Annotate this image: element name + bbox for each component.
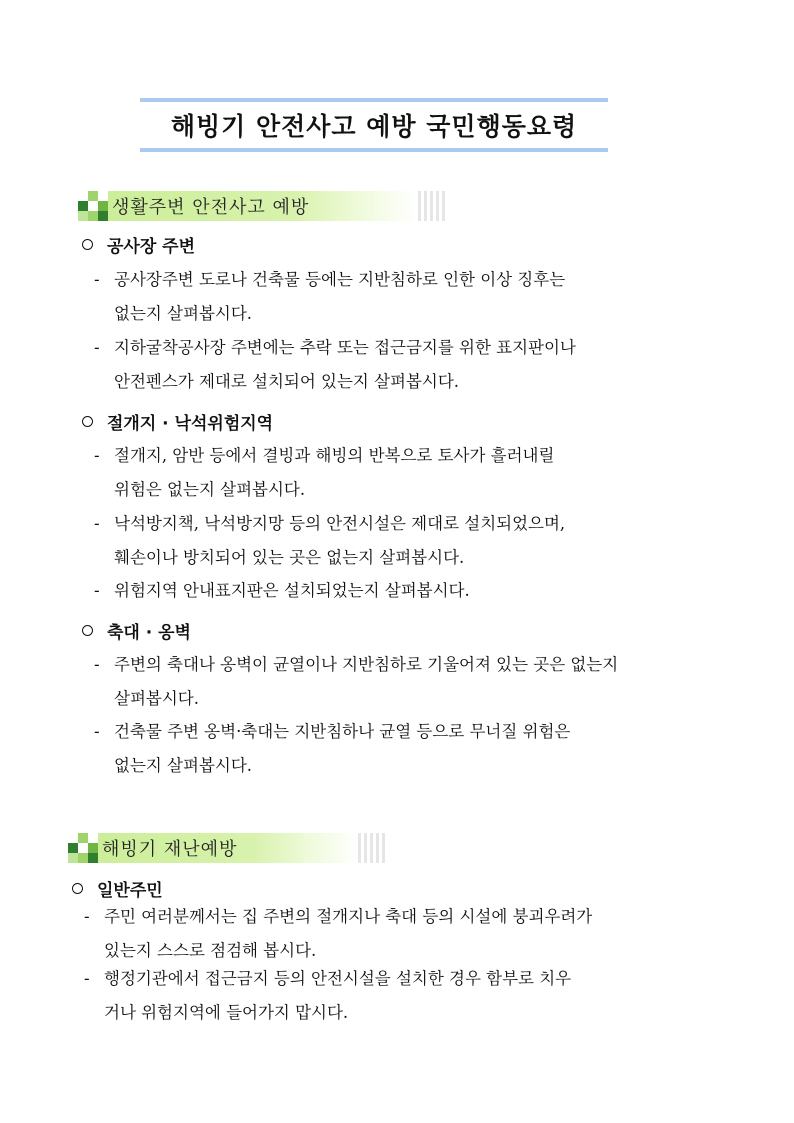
list-item: - 위험지역 안내표지판은 설치되었는지 살펴봅시다. bbox=[94, 581, 470, 600]
section-header-bar bbox=[98, 833, 358, 863]
title-box bbox=[140, 98, 608, 152]
section-header-1 bbox=[78, 190, 418, 222]
circle-bullet-icon bbox=[82, 239, 93, 250]
section-header-2 bbox=[68, 832, 358, 864]
list-item: - 주민 여러분께서는 집 주변의 절개지나 축대 등의 시설에 붕괴우려가 있는지 스스로 점검해 봅시다. bbox=[84, 907, 593, 960]
subsection-heading: 절개지 · 낙석위험지역 bbox=[82, 409, 273, 434]
list-item: - 지하굴착공사장 주변에는 추락 또는 접근금지를 위한 표지판이나 안전펜스가 제대로 설치되어 있는지 살펴봅시다. bbox=[94, 338, 576, 391]
circle-bullet-icon bbox=[72, 883, 83, 894]
list-item: - 절개지, 암반 등에서 결빙과 해빙의 반복으로 토사가 흘러내릴 위험은 없는지 살펴봅시다. bbox=[94, 446, 555, 499]
subsection-heading: 공사장 주변 bbox=[82, 232, 195, 257]
circle-bullet-icon bbox=[82, 416, 93, 427]
subsection-heading: 일반주민 bbox=[72, 876, 163, 901]
green-squares-icon bbox=[78, 191, 108, 221]
subsection-heading: 축대 · 옹벽 bbox=[82, 618, 191, 643]
section-title: 생활주변 안전사고 예방 bbox=[112, 197, 310, 218]
list-item: - 주변의 축대나 옹벽이 균열이나 지반침하로 기울어져 있는 곳은 없는지 살펴봅시다. bbox=[94, 655, 619, 708]
section-title: 해빙기 재난예방 bbox=[102, 839, 238, 860]
section-header-bar bbox=[108, 191, 418, 221]
green-squares-icon bbox=[68, 833, 98, 863]
list-item: - 낙석방지책, 낙석방지망 등의 안전시설은 제대로 설치되었으며, 훼손이나 방치되어 있는 곳은 없는지 살펴봅시다. bbox=[94, 514, 566, 567]
circle-bullet-icon bbox=[82, 625, 93, 636]
list-item: - 행정기관에서 접근금지 등의 안전시설을 설치한 경우 함부로 치우 거나 위험지역에 들어가지 맙시다. bbox=[84, 969, 572, 1022]
list-item: - 공사장주변 도로나 건축물 등에는 지반침하로 인한 이상 징후는 없는지 살펴봅시다. bbox=[94, 270, 566, 323]
page-title: 해빙기 안전사고 예방 국민행동요령 bbox=[170, 112, 578, 141]
list-item: - 건축물 주변 옹벽·축대는 지반침하나 균열 등으로 무너질 위험은 없는지 살펴봅시다. bbox=[94, 722, 571, 775]
